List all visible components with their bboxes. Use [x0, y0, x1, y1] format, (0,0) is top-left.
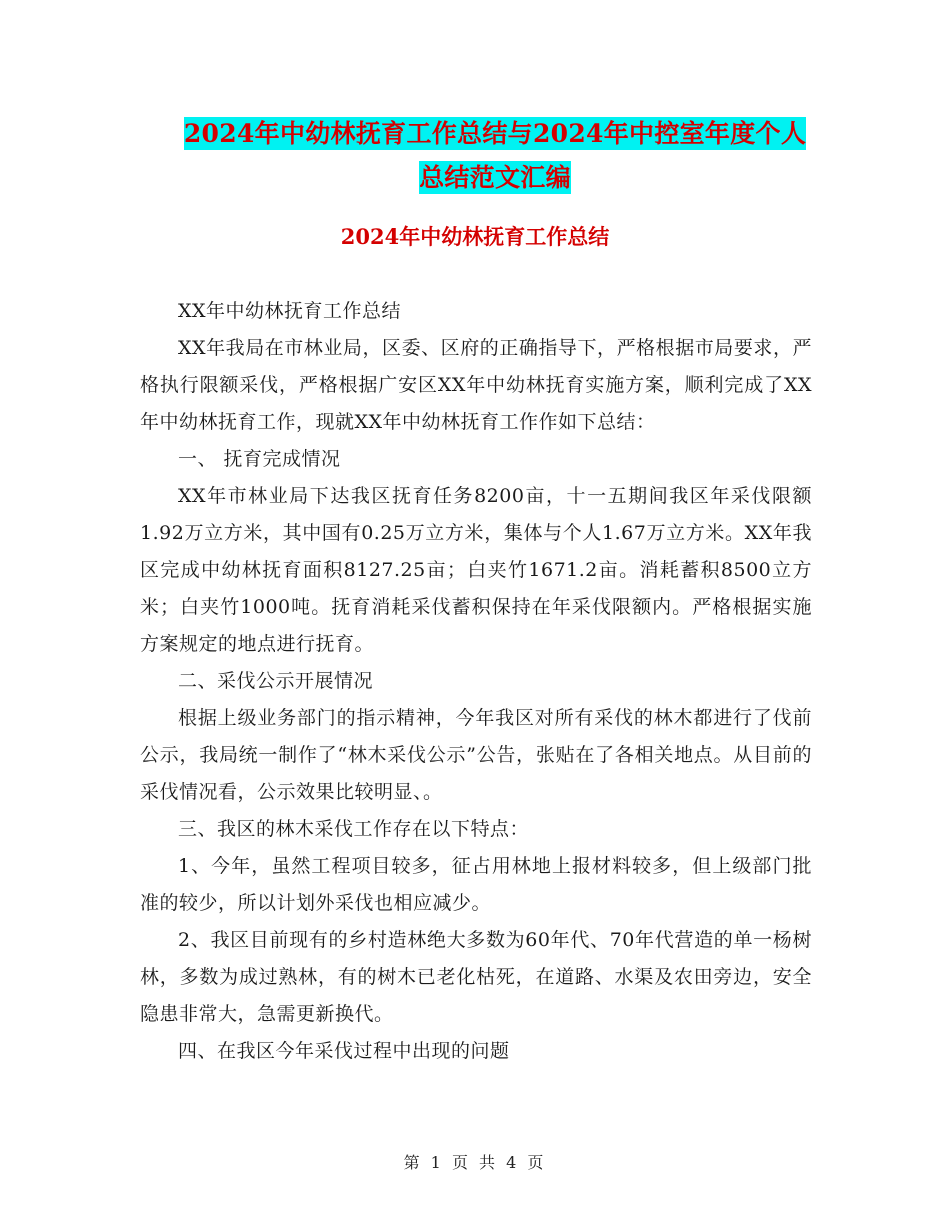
paragraph: 二、采伐公示开展情况	[178, 670, 374, 692]
document-body	[140, 293, 812, 1070]
section-title: 2024年中幼林抚育工作总结	[340, 224, 610, 249]
document-title-line2: 总结范文汇编	[419, 163, 571, 192]
page-footer: 第 1 页 共 4 页	[403, 1153, 547, 1172]
document-title	[140, 112, 850, 200]
paragraph: XX年中幼林抚育工作总结	[178, 300, 402, 322]
document-title-line1: 2024年中幼林抚育工作总结与2024年中控室年度个人	[183, 119, 807, 148]
paragraph: 一、 抚育完成情况	[178, 448, 341, 470]
paragraph: 2、我区目前现有的乡村造林绝大多数为60年代、70年代营造的单一杨树林，多数为成过熟林，有的树木已老化枯死，在道路、水渠及农田旁边，安全隐患非常大，急需更新换代。	[140, 929, 812, 1025]
paragraph: 1、今年，虽然工程项目较多，征占用林地上报材料较多，但上级部门批准的较少，所以计划外采伐也相应减少。	[140, 855, 812, 914]
paragraph: XX年市林业局下达我区抚育任务8200亩，十一五期间我区年采伐限额1.92万立方米，其中国有0.25万立方米，集体与个人1.67万立方米。XX年我区完成中幼林抚育面积8127.25亩；白夹竹1671.2亩。消耗蓄积8500立方米；白夹竹1000吨。抚育消耗采伐蓄积保持在年采伐限额内。严格根据实施方案规定的地点进行抚育。	[140, 485, 812, 655]
paragraph: XX年我局在市林业局，区委、区府的正确指导下，严格根据市局要求，严格执行限额采伐，严格根据广安区XX年中幼林抚育实施方案，顺利完成了XX年中幼林抚育工作，现就XX年中幼林抚育工作作如下总结：	[140, 337, 812, 433]
paragraph: 根据上级业务部门的指示精神，今年我区对所有采伐的林木都进行了伐前公示，我局统一制作了“林木采伐公示”公告，张贴在了各相关地点。从目前的采伐情况看，公示效果比较明显、。	[140, 707, 812, 803]
paragraph: 三、我区的林木采伐工作存在以下特点：	[178, 818, 530, 840]
paragraph: 四、在我区今年采伐过程中出现的问题	[178, 1040, 510, 1062]
